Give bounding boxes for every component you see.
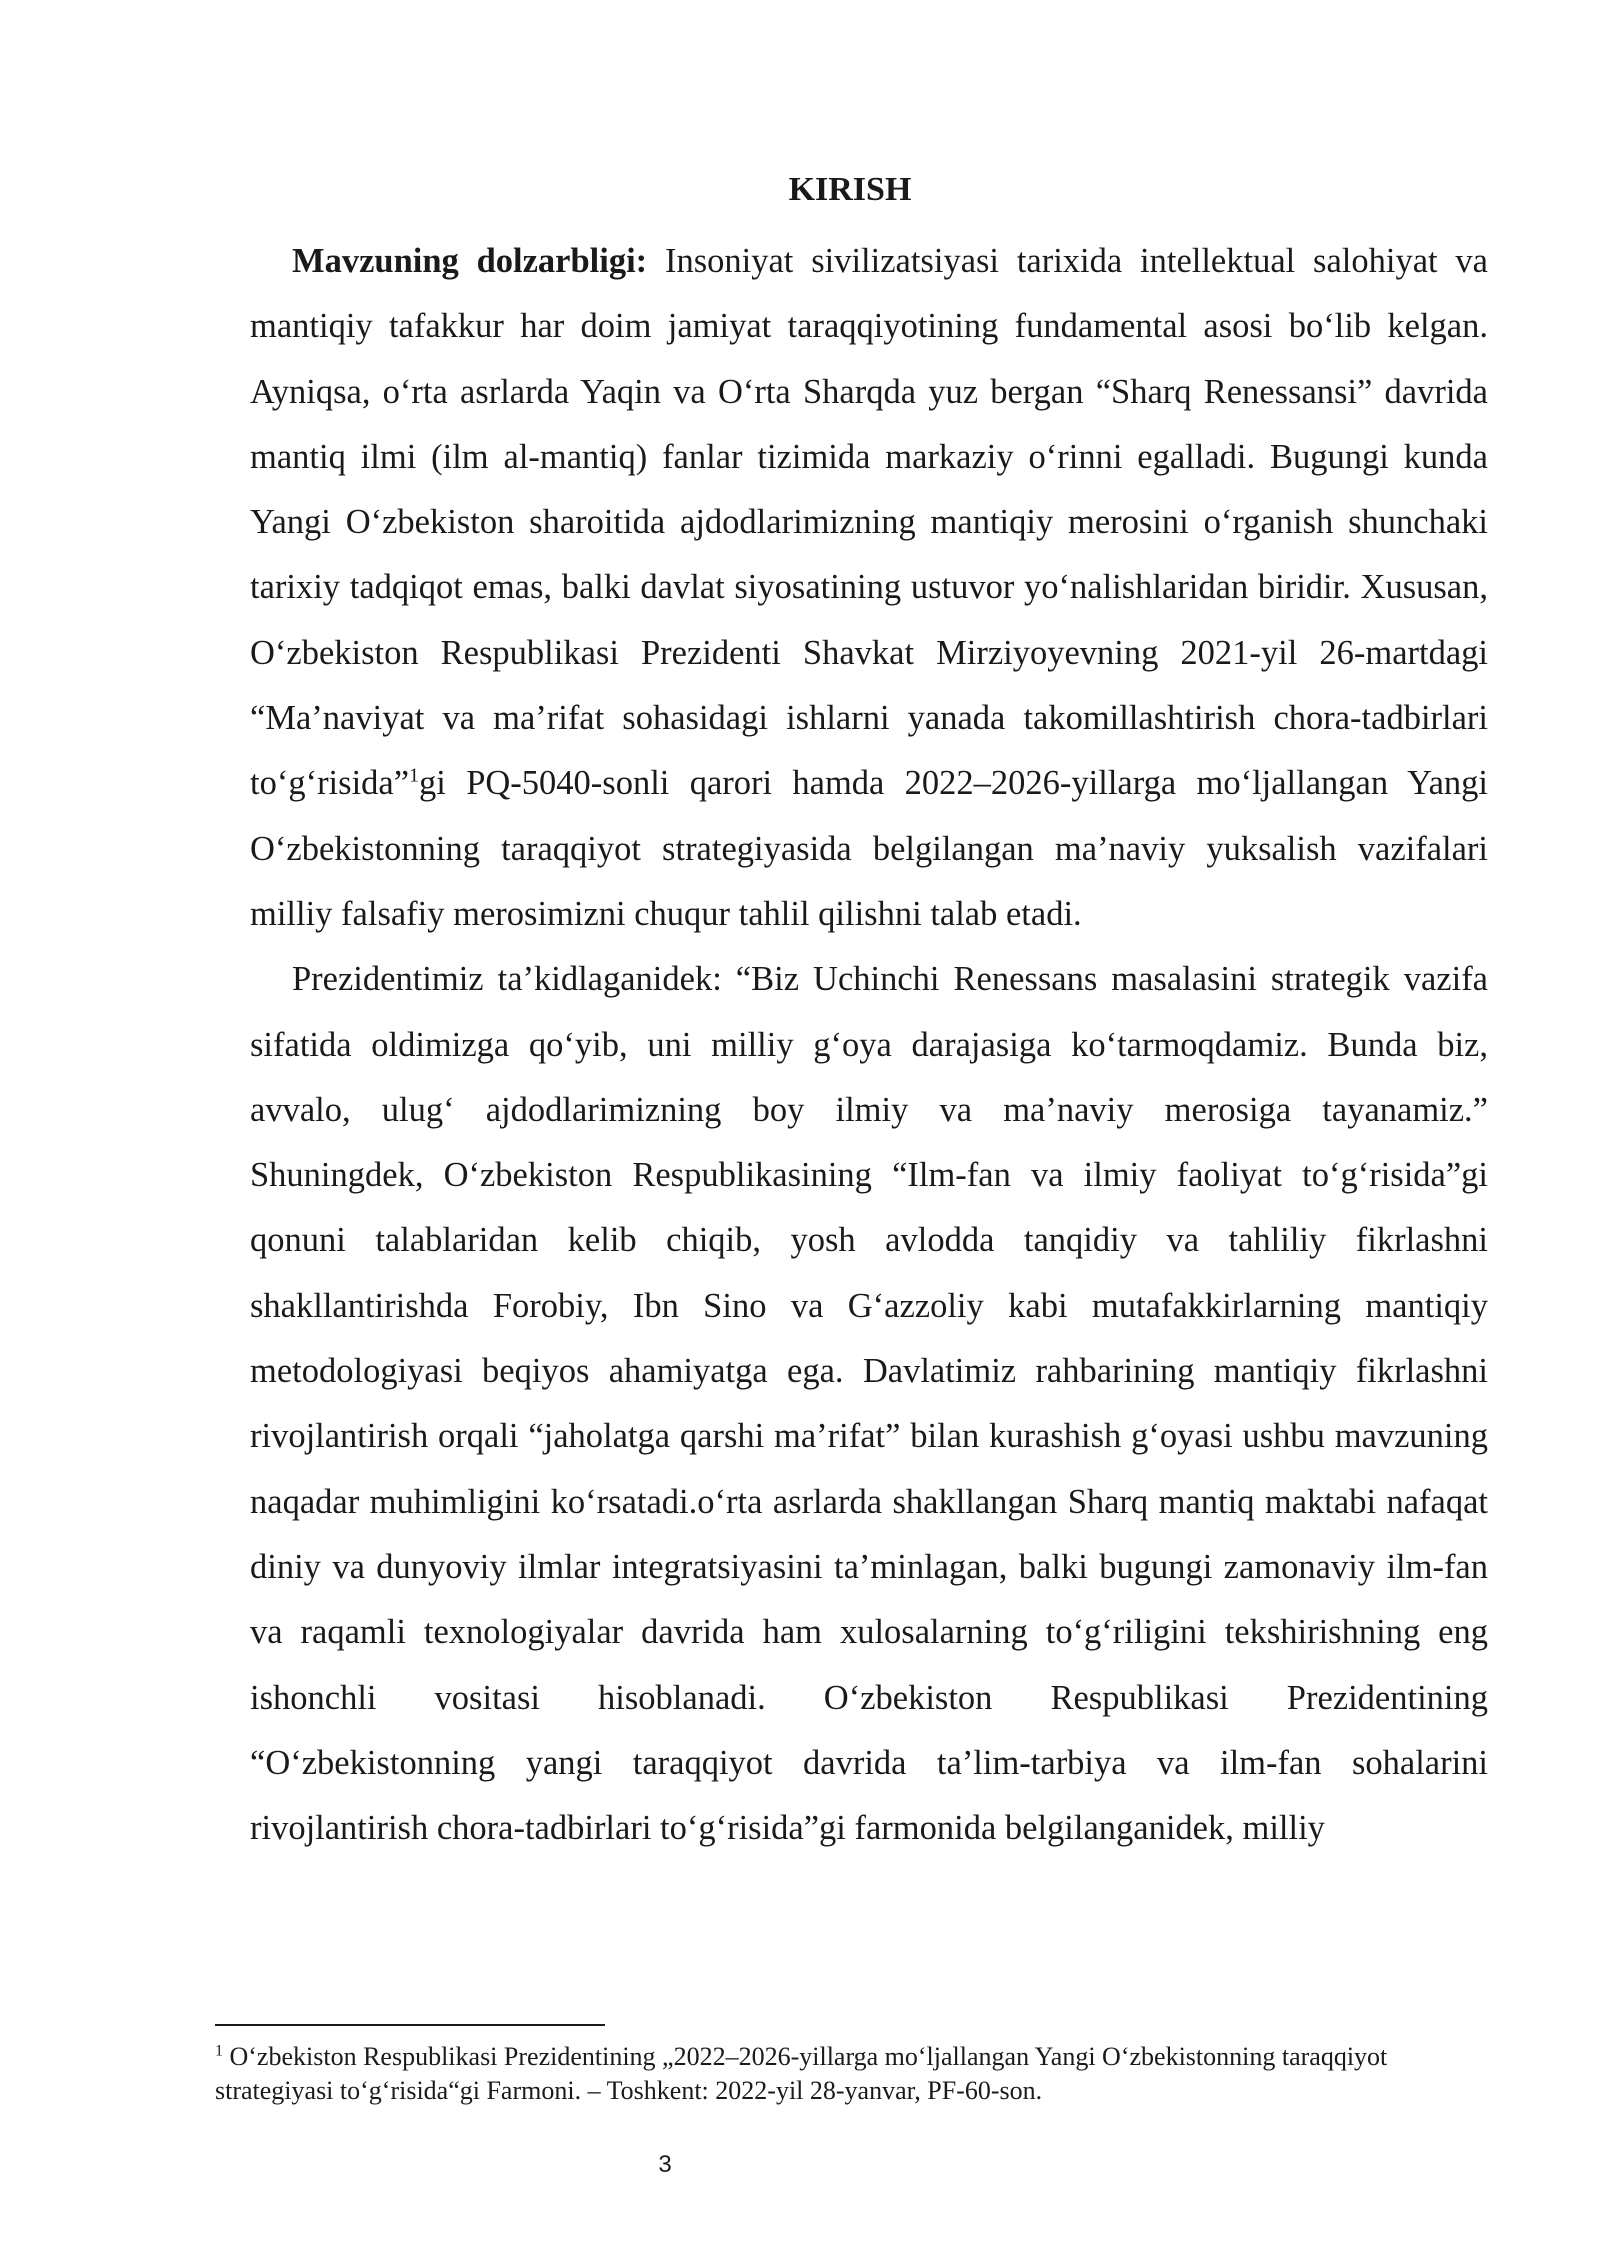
paragraph-relevance — [250, 229, 1488, 947]
main-text — [250, 229, 1488, 1861]
footnote-marker: 1 — [215, 2042, 223, 2060]
paragraph-text-part-b: gi PQ-5040-sonli qarori hamda 2022–2026-yillarga mo‘ljallangan Yangi O‘zbekistonning taraqqiyot strategiyasida belgilangan ma’naviy yuksalish vazifalari milliy falsafiy merosimizni chuqur tahlil qilishni talab etadi. — [250, 764, 1488, 933]
paragraph-president-quote: Prezidentimiz ta’kidlaganidek: “Biz Uchinchi Renessans masalasini strategik vazifa sifatida oldimizga qo‘yib, uni milliy g‘oya darajasiga ko‘tarmoqdamiz. Bunda biz, avvalo, ulug‘ ajdodlarimizning boy ilmiy va ma’naviy merosiga tayanamiz.” Shuningdek, O‘zbekiston Respublikasining “Ilm-fan va ilmiy faoliyat to‘g‘risida”gi qonuni talablaridan kelib chiqib, yosh avlodda tanqidiy va tahliliy fikrlashni shakllantirishda Forobiy, Ibn Sino va G‘azzoliy kabi mutafakkirlarning mantiqiy metodologiyasi beqiyos ahamiyatga ega. Davlatimiz rahbarining mantiqiy fikrlashni rivojlantirish orqali “jaholatga qarshi ma’rifat” bilan kurashish g‘oyasi ushbu mavzuning naqadar muhimligini ko‘rsatadi.o‘rta asrlarda shakllangan Sharq mantiq maktabi nafaqat diniy va dunyoviy ilmlar integratsiyasini ta’minlagan, balki bugungi zamonaviy ilm-fan va raqamli texnologiyalar davrida ham xulosalarning to‘g‘riligini tekshirishning eng ishonchli vositasi hisoblanadi. O‘zbekiston Respublikasi Prezidentining “O‘zbekistonning yangi taraqqiyot davrida ta’lim-tarbiya va ilm-fan sohalarini rivojlantirish chora-tadbirlari to‘g‘risida”gi farmonida belgilanganidek, milliy — [250, 960, 1488, 1848]
page-number: 3 — [658, 2151, 672, 2178]
page-title: KIRISH — [788, 171, 912, 208]
footnote-separator — [215, 2024, 605, 2026]
footnote — [215, 2040, 1495, 2108]
footnote-reference: 1 — [409, 764, 420, 787]
paragraph-text-part-a: Insoniyat sivilizatsiyasi tarixida intellektual salohiyat va mantiqiy tafakkur har doim jamiyat taraqqiyotining fundamental asosi bo‘lib kelgan. Ayniqsa, o‘rta asrlarda Yaqin va O‘rta Sharqda yuz bergan “Sharq Renessansi” davrida mantiq ilmi (ilm al-mantiq) fanlar tizimida markaziy o‘rinni egalladi. Bugungi kunda Yangi O‘zbekiston sharoitida ajdodlarimizning mantiqiy merosini o‘rganish shunchaki tarixiy tadqiqot emas, balki davlat siyosatining ustuvor yo‘nalishlaridan biridir. Xususan, O‘zbekiston Respublikasi Prezidenti Shavkat Mirziyoyevning 2021-yil 26-martdagi “Ma’naviyat va ma’rifat sohasidagi ishlarni yanada takomillashtirish chora-tadbirlari to‘g‘risida” — [250, 242, 1488, 803]
paragraph-lead: Mavzuning dolzarbligi: — [292, 242, 648, 280]
footnote-text: O‘zbekiston Respublikasi Prezidentining „2022–2026-yillarga mo‘ljallangan Yangi O‘zbekistonning taraqqiyot strategiyasi to‘g‘risida“gi Farmoni. – Toshkent: 2022-yil 28-yanvar, PF-60-son. — [215, 2042, 1388, 2105]
